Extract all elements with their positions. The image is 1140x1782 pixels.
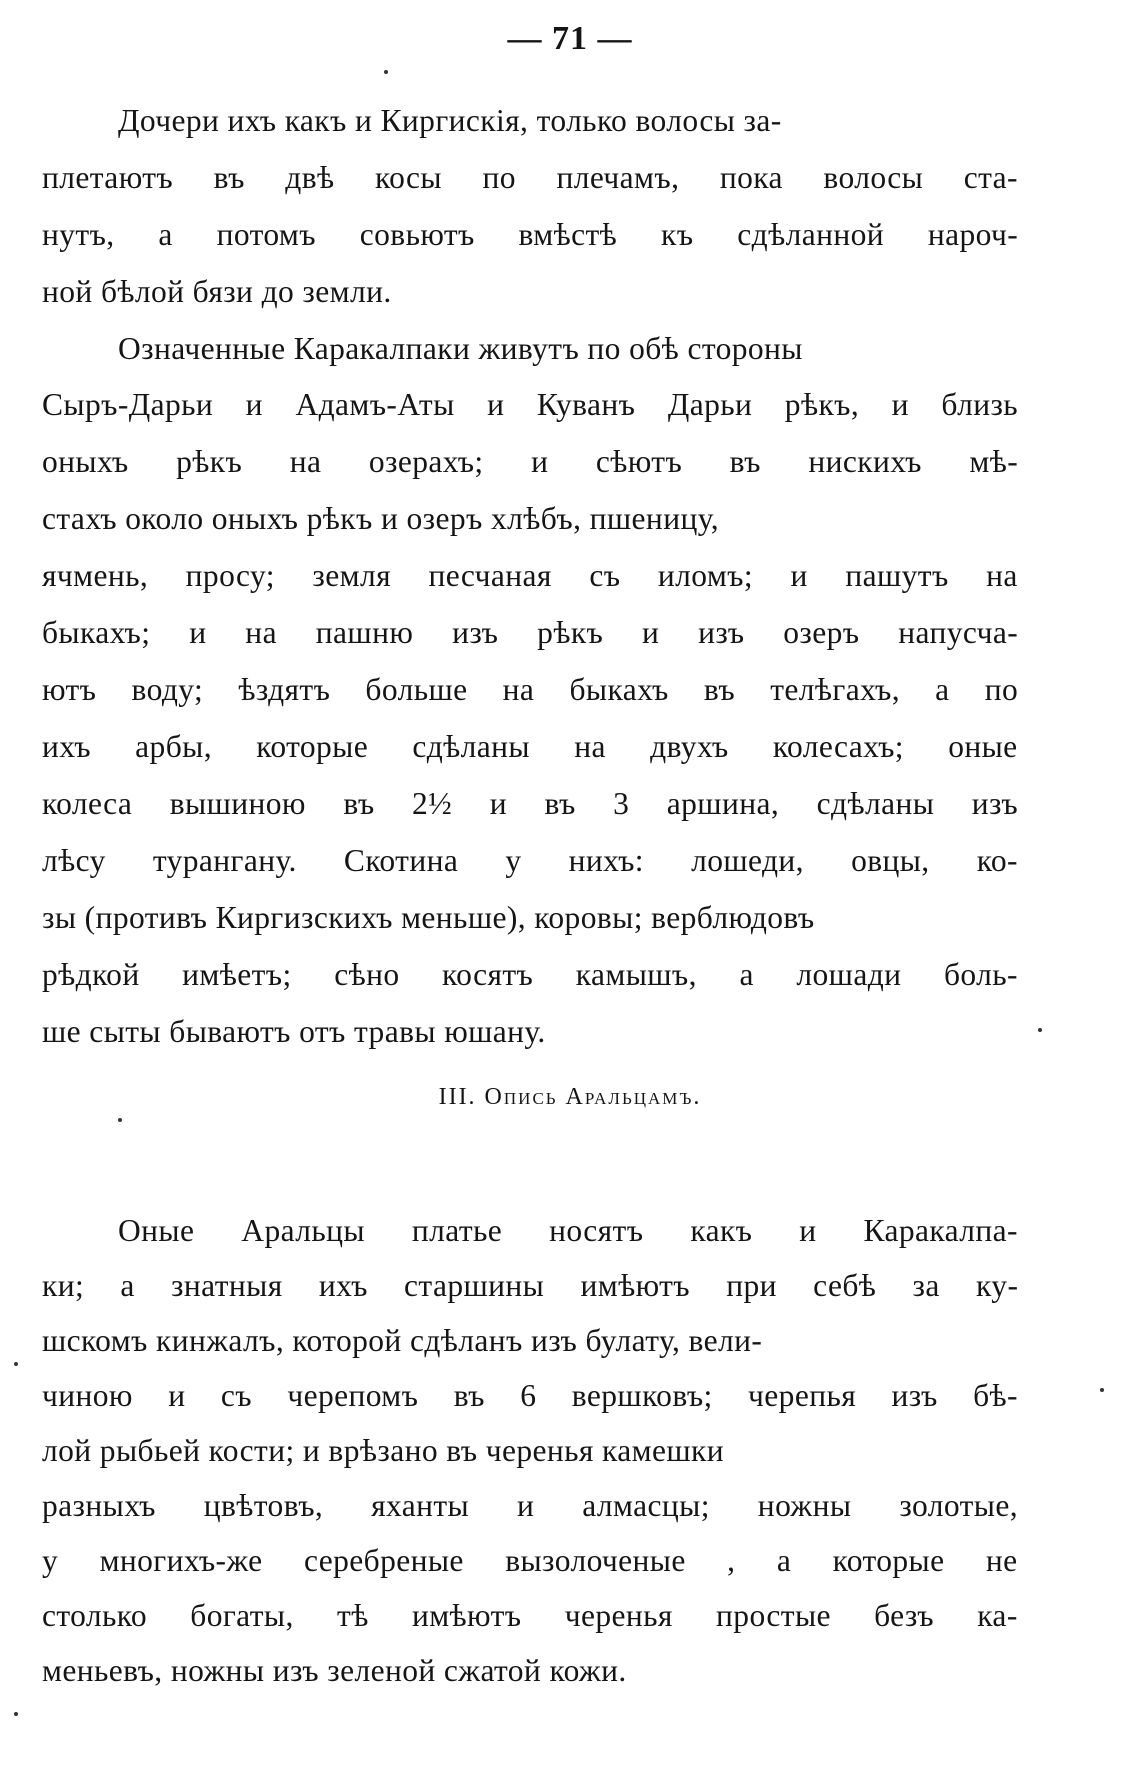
text-line: рѣдкой имѣетъ; сѣно косятъ камышъ, а лошади боль-	[42, 957, 1018, 992]
text-line: ихъ арбы, которые сдѣланы на двухъ колесахъ; оные	[42, 729, 1018, 764]
text-line: лѣсу турангану. Скотина у нихъ: лошеди, овцы, ко-	[42, 843, 1018, 878]
text-line: быкахъ; и на пашню изъ рѣкъ и изъ озеръ напусча-	[42, 615, 1019, 650]
text-line: Означенные Каракалпаки живутъ по обѣ стороны	[118, 331, 803, 366]
text-line: у многихъ-же серебреные вызолоченые , а которые не	[42, 1543, 1018, 1578]
text-line: столько богаты, тѣ имѣютъ черенья простые безъ ка-	[42, 1598, 1018, 1633]
scan-speck	[14, 1362, 18, 1366]
text-line: ной бѣлой бязи до земли.	[42, 274, 392, 309]
scan-speck	[1038, 1028, 1042, 1032]
text-line: нутъ, а потомъ совьютъ вмѣстѣ къ сдѣланной нароч-	[42, 217, 1019, 252]
text-line: Оные Аральцы платье носятъ какъ и Каракалпа-	[118, 1213, 1018, 1248]
scan-speck	[1100, 1388, 1104, 1392]
text-line: Дочери ихъ какъ и Киргискія, только волосы за-	[118, 103, 782, 138]
scan-speck	[384, 70, 388, 74]
text-line: ячмень, просу; земля песчаная съ иломъ; и пашутъ на	[42, 558, 1018, 593]
text-line: чиною и съ черепомъ въ 6 вершковъ; черепья изъ бѣ-	[42, 1378, 1018, 1413]
text-line: ше сыты бываютъ отъ травы юшану.	[42, 1014, 546, 1049]
text-line: плетаютъ въ двѣ косы по плечамъ, пока волосы ста-	[42, 160, 1018, 195]
text-line: меньевъ, ножны изъ зеленой сжатой кожи.	[42, 1653, 627, 1688]
text-line: зы (противъ Киргизскихъ меньше), коровы; верблюдовъ	[42, 900, 815, 935]
scan-speck	[118, 1118, 122, 1122]
text-line: Сыръ-Дарьи и Адамъ-Аты и Куванъ Дарьи рѣкъ, и близь	[42, 387, 1019, 422]
text-line: оныхъ рѣкъ на озерахъ; и сѣютъ въ нискихъ мѣ-	[42, 444, 1019, 479]
text-line: стахъ около оныхъ рѣкъ и озеръ хлѣбъ, пшеницу,	[42, 501, 719, 536]
text-line: разныхъ цвѣтовъ, яханты и алмасцы; ножны золотые,	[42, 1488, 1018, 1523]
text-line: ютъ воду; ѣздятъ больше на быкахъ въ телѣгахъ, а по	[42, 672, 1019, 707]
page-number: — 71 —	[507, 20, 633, 57]
scan-speck	[14, 1712, 18, 1716]
text-line: шскомъ кинжалъ, которой сдѣланъ изъ булату, вели-	[42, 1323, 763, 1358]
text-line: колеса вышиною въ 2½ и въ 3 аршина, сдѣланы изъ	[42, 786, 1019, 821]
text-line: лой рыбьей кости; и врѣзано въ черенья камешки	[42, 1433, 724, 1468]
text-line: ки; а знатныя ихъ старшины имѣютъ при себѣ за ку-	[42, 1268, 1019, 1303]
section-heading: III. Опись Аральцамъ.	[438, 1084, 702, 1110]
